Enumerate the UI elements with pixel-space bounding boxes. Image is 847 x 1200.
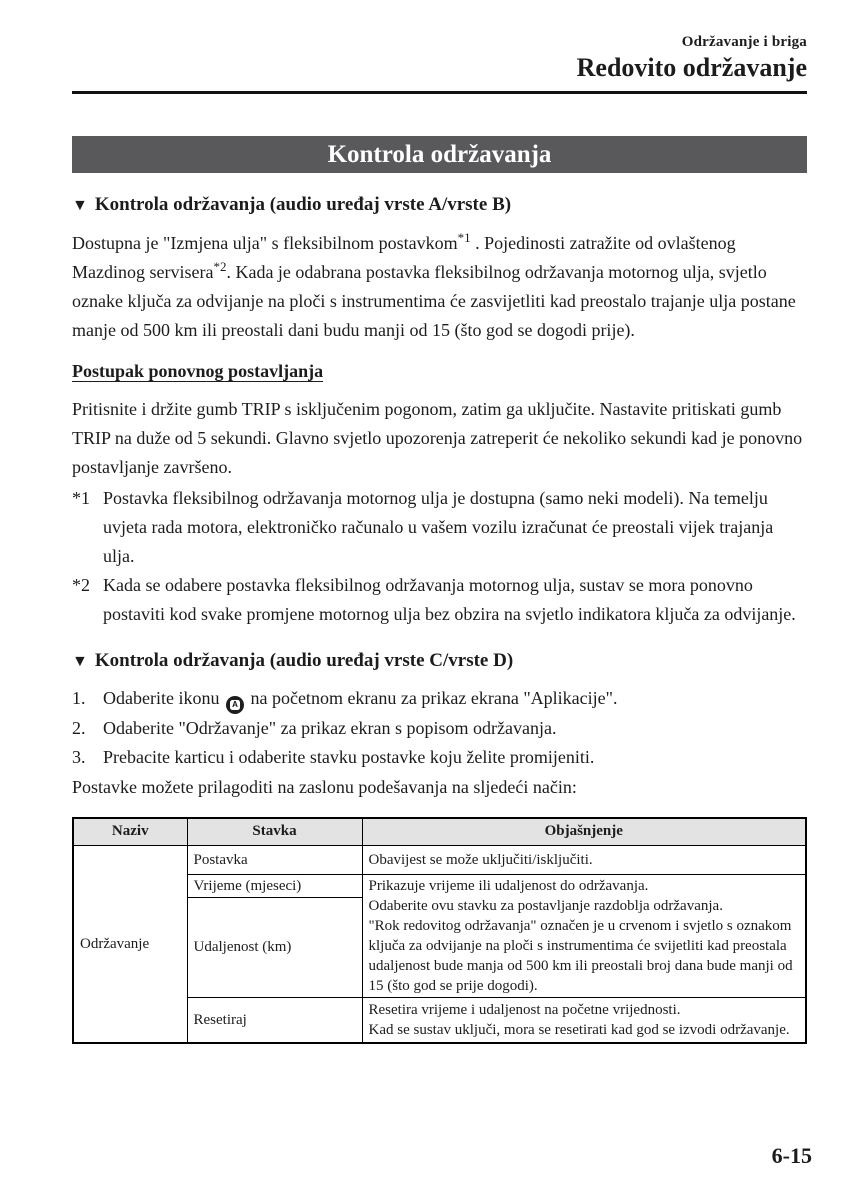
step-1-number: 1. bbox=[72, 688, 86, 708]
section-banner-title: Kontrola održavanja bbox=[327, 140, 552, 168]
item-cell-resetiraj: Resetiraj bbox=[187, 997, 362, 1043]
step-3-text: Prebacite karticu i odaberite stavku postavke koju želite promijeniti. bbox=[103, 747, 595, 767]
footnotes bbox=[72, 484, 807, 629]
column-header-naziv: Naziv bbox=[73, 818, 187, 845]
intro-paragraph-part3: . Kada je odabrana postavka fleksibilnog održavanja motornog ulja, svjetlo oznake ključa za odvijanje na ploči s instrumentima će zasvijetliti kad preostalo trajanje ulja postane manje od 500 km ili preostali dani budu manji od 15 (što god se dogodi prije). bbox=[72, 262, 796, 340]
numbered-steps bbox=[72, 684, 807, 772]
column-header-stavka: Stavka bbox=[187, 818, 362, 845]
section-banner bbox=[72, 136, 807, 173]
merged-explanation-line1: Prikazuje vrijeme ili udaljenost do održavanja. bbox=[368, 877, 649, 894]
chapter-label: Održavanje i briga bbox=[681, 34, 807, 50]
subsection-heading-b-text: Kontrola održavanja (audio uređaj vrste C/vrste D) bbox=[94, 650, 514, 671]
item-cell-vrijeme: Vrijeme (mjeseci) bbox=[187, 874, 362, 898]
header-rule bbox=[72, 91, 807, 94]
subsection-heading-a-text: Kontrola održavanja (audio uređaj vrste A/vrste B) bbox=[94, 194, 512, 215]
step-1-text-before: Odaberite ikonu bbox=[103, 688, 224, 708]
resetiraj-explanation-line2: Kad se sustav uključi, mora se resetirati kad god se izvodi održavanje. bbox=[368, 1021, 790, 1038]
merged-explanation-line2: Odaberite ovu stavku za postavljanje razdoblja održavanja. bbox=[368, 897, 723, 914]
page-title: Redovito održavanje bbox=[576, 53, 807, 82]
section-audio-c-d bbox=[72, 650, 807, 802]
applications-icon bbox=[226, 696, 244, 714]
triangle-marker-icon: ▼ bbox=[72, 197, 88, 214]
resetiraj-explanation-line1: Resetira vrijeme i udaljenost na početne vrijednosti. bbox=[368, 1001, 681, 1018]
section-audio-a-b bbox=[72, 194, 807, 629]
step-3-number: 3. bbox=[72, 747, 86, 767]
footnote-1-marker: *1 bbox=[72, 488, 90, 508]
step-1 bbox=[72, 684, 807, 714]
applications-icon-letter: A bbox=[232, 700, 238, 709]
intro-paragraph-part1: Dostupna je "Izmjena ulja" s fleksibilnom postavkom bbox=[72, 233, 458, 253]
table-row bbox=[73, 845, 806, 874]
footnote-2 bbox=[72, 571, 807, 629]
step-2-text: Odaberite "Održavanje" za prikaz ekran s popisom održavanja. bbox=[103, 718, 557, 738]
reset-procedure-paragraph: Pritisnite i držite gumb TRIP s isključenim pogonom, zatim ga uključite. Nastavite pritiskati gumb TRIP na duže od 5 sekundi. Glavno svjetlo upozorenja zatreperit će nekoliko sekundi kad je ponovno postavljanje završeno. bbox=[72, 399, 803, 477]
settings-intro-text: Postavke možete prilagoditi na zaslonu podešavanja na sljedeći način: bbox=[72, 777, 577, 797]
column-header-objasnjenje: Objašnjenje bbox=[362, 818, 806, 845]
merged-explanation-line3: "Rok redovitog održavanja" označen je u crvenom i svjetlo s oznakom ključa za odvijanje na ploči s instrumentima će svijetliti kad preostala udaljenost bude manja od 500 km ili preostali broj dana bude manji od 15 (što god se prije dogodi). bbox=[368, 917, 793, 994]
footnote-2-text: Kada se odabere postavka fleksibilnog održavanja motornog ulja, sustav se mora ponovno postaviti kod svake promjene motornog ulja bez obzira na svjetlo indikatora ključa za odvijanje. bbox=[103, 575, 796, 624]
subsection-heading-a bbox=[72, 194, 807, 216]
document-header bbox=[72, 0, 807, 94]
intro-paragraph-part2: . Pojedinosti zatražite od ovlaštenog Mazdinog servisera bbox=[72, 233, 736, 282]
page-content bbox=[72, 0, 807, 1044]
table-header-row bbox=[73, 818, 806, 845]
item-cell-postavka: Postavka bbox=[187, 845, 362, 874]
item-cell-udaljenost: Udaljenost (km) bbox=[187, 898, 362, 997]
triangle-marker-icon: ▼ bbox=[72, 653, 88, 670]
step-2 bbox=[72, 714, 807, 743]
footnote-ref-2: *2 bbox=[213, 259, 227, 274]
explanation-cell-postavka: Obavijest se može uključiti/isključiti. bbox=[362, 845, 806, 874]
group-cell-odrzavanje: Održavanje bbox=[73, 845, 187, 1043]
footnote-1 bbox=[72, 484, 807, 571]
page-number: 6-15 bbox=[771, 1143, 812, 1168]
explanation-cell-merged bbox=[362, 874, 806, 997]
footnote-1-text: Postavka fleksibilnog održavanja motornog ulja je dostupna (samo neki modeli). Na temelju uvjeta rada motora, elektroničko računalo u vašem vozilu izračunat će preostali vijek trajanja ulja. bbox=[103, 488, 774, 566]
footnote-2-marker: *2 bbox=[72, 575, 90, 595]
step-1-text-after: na početnom ekranu za prikaz ekrana "Aplikacije". bbox=[245, 688, 618, 708]
step-3 bbox=[72, 743, 807, 772]
subsection-heading-b bbox=[72, 650, 807, 672]
intro-paragraph bbox=[72, 229, 807, 345]
step-2-number: 2. bbox=[72, 718, 86, 738]
reset-procedure-heading: Postupak ponovnog postavljanja bbox=[72, 361, 324, 381]
footnote-ref-1: *1 bbox=[457, 230, 471, 245]
maintenance-settings-table bbox=[72, 817, 807, 1044]
step-1-text bbox=[103, 684, 807, 714]
explanation-cell-resetiraj bbox=[362, 997, 806, 1043]
applications-icon-square bbox=[230, 700, 240, 710]
